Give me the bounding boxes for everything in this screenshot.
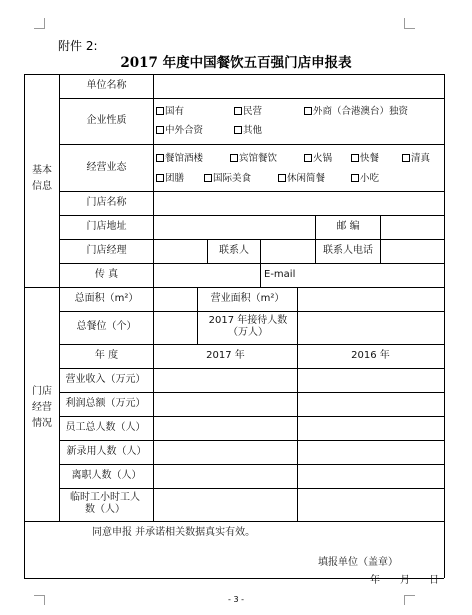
section-ops-label-line: 情况 bbox=[32, 418, 52, 429]
checkbox-icon bbox=[230, 154, 238, 162]
enterprise-type-option-label: 国有 bbox=[165, 106, 185, 117]
business-type-option[interactable] bbox=[402, 153, 430, 165]
section-basic-label-line: 信息 bbox=[32, 181, 52, 192]
checkbox-icon bbox=[351, 154, 359, 162]
contact-person-field[interactable] bbox=[261, 240, 314, 263]
year-2016-header: 2016 年 bbox=[351, 350, 390, 361]
date-month-label: 月 bbox=[400, 575, 410, 586]
business-type-option[interactable] bbox=[351, 153, 379, 165]
store-address-label: 门店地址 bbox=[86, 221, 127, 232]
ops-value-field[interactable] bbox=[154, 369, 296, 392]
store-name-label: 门店名称 bbox=[86, 197, 127, 208]
ops-value-field[interactable] bbox=[298, 489, 443, 521]
section-basic-label bbox=[25, 165, 59, 193]
customers-2017-field[interactable] bbox=[298, 312, 443, 344]
business-type-option-label: 宾馆餐饮 bbox=[239, 153, 278, 164]
business-type-option[interactable] bbox=[230, 153, 277, 165]
business-area-label: 营业面积（m²） bbox=[210, 293, 285, 304]
year-header-label: 年 度 bbox=[94, 350, 119, 361]
enterprise-type-option[interactable] bbox=[234, 125, 262, 137]
signer-label: 填报单位（盖章） bbox=[318, 557, 398, 568]
ops-value-field[interactable] bbox=[154, 489, 296, 521]
ops-value-field[interactable] bbox=[298, 417, 443, 440]
enterprise-type-option-label: 民营 bbox=[243, 106, 263, 117]
ops-value-field[interactable] bbox=[154, 441, 296, 464]
email-label: E-mail bbox=[264, 269, 296, 280]
ops-value-field[interactable] bbox=[298, 369, 443, 392]
contact-phone-label: 联系人电话 bbox=[323, 245, 373, 256]
crop-mark bbox=[404, 28, 415, 29]
checkbox-icon bbox=[156, 174, 164, 182]
checkbox-icon bbox=[156, 154, 164, 162]
store-name-field[interactable] bbox=[154, 192, 443, 215]
business-type-option-label: 团膳 bbox=[165, 173, 185, 184]
ops-row-label: 新录用人数（人） bbox=[66, 446, 147, 457]
enterprise-type-option-label: 中外合资 bbox=[165, 125, 204, 136]
business-type-option[interactable] bbox=[351, 173, 379, 185]
store-manager-field[interactable] bbox=[154, 240, 206, 263]
customers-2017-label: 2017 年接待人数（万人） bbox=[208, 315, 288, 338]
checkbox-icon bbox=[304, 154, 312, 162]
section-ops-label bbox=[25, 386, 59, 430]
total-seats-label: 总餐位（个） bbox=[76, 321, 137, 332]
business-area-field[interactable] bbox=[298, 288, 443, 311]
ops-value-field[interactable] bbox=[154, 417, 296, 440]
ops-value-field[interactable] bbox=[298, 393, 443, 416]
fax-field[interactable] bbox=[154, 264, 259, 287]
attachment-label: 附件 2: bbox=[58, 39, 98, 53]
date-year-label: 年 bbox=[370, 575, 380, 586]
store-manager-label: 门店经理 bbox=[86, 245, 127, 256]
business-type-option-label: 快餐 bbox=[360, 153, 380, 164]
enterprise-type-option[interactable] bbox=[156, 125, 203, 137]
business-type-option-label: 餐馆酒楼 bbox=[165, 153, 204, 164]
ops-row-label: 员工总人数（人） bbox=[65, 422, 146, 433]
ops-row-label: 利润总额（万元） bbox=[65, 398, 146, 409]
ops-value-field[interactable] bbox=[298, 465, 443, 488]
checkbox-icon bbox=[156, 107, 164, 115]
checkbox-icon bbox=[156, 126, 164, 134]
enterprise-type-option[interactable] bbox=[156, 106, 184, 118]
unit-name-field[interactable] bbox=[154, 75, 443, 98]
checkbox-icon bbox=[402, 154, 410, 162]
checkbox-icon bbox=[234, 126, 242, 134]
enterprise-type-option-label: 外商（合港澳台）独资 bbox=[313, 106, 409, 117]
business-type-option-label: 清真 bbox=[411, 153, 431, 164]
section-ops-label-line: 经营 bbox=[32, 402, 52, 413]
checkbox-icon bbox=[351, 174, 359, 182]
checkbox-icon bbox=[304, 107, 312, 115]
declaration-statement: 同意申报 并承诺相关数据真实有效。 bbox=[92, 527, 256, 538]
business-type-option-label: 国际美食 bbox=[213, 173, 252, 184]
ops-value-field[interactable] bbox=[154, 465, 296, 488]
total-area-field[interactable] bbox=[154, 288, 196, 311]
unit-name-label: 单位名称 bbox=[86, 80, 127, 91]
form-title: 2017 年度中国餐饮五百强门店申报表 bbox=[120, 55, 352, 71]
enterprise-type-option[interactable] bbox=[304, 106, 408, 118]
email-field[interactable] bbox=[330, 264, 443, 287]
year-2017-header: 2017 年 bbox=[206, 350, 245, 361]
business-type-option[interactable] bbox=[304, 153, 332, 165]
business-type-option-label: 休闲简餐 bbox=[287, 173, 326, 184]
fax-label: 传 真 bbox=[94, 269, 119, 280]
total-area-label: 总面积（m²） bbox=[74, 293, 139, 304]
ops-row-label: 营业收入（万元） bbox=[65, 374, 146, 385]
business-type-option[interactable] bbox=[278, 173, 325, 185]
business-type-option[interactable] bbox=[204, 173, 251, 185]
ops-value-field[interactable] bbox=[154, 393, 296, 416]
enterprise-type-option-label: 其他 bbox=[243, 125, 263, 136]
checkbox-icon bbox=[204, 174, 212, 182]
section-basic-label-line: 基本 bbox=[32, 165, 52, 176]
business-type-option-label: 火锅 bbox=[313, 153, 333, 164]
business-type-option[interactable] bbox=[156, 153, 203, 165]
postcode-label: 邮 编 bbox=[336, 221, 360, 232]
contact-person-label: 联系人 bbox=[219, 245, 249, 256]
contact-phone-field[interactable] bbox=[381, 240, 443, 263]
business-type-option[interactable] bbox=[156, 173, 184, 185]
ops-value-field[interactable] bbox=[298, 441, 443, 464]
ops-row-label: 离职人数（人） bbox=[71, 470, 142, 481]
crop-mark bbox=[44, 18, 45, 28]
total-seats-field[interactable] bbox=[154, 312, 196, 344]
store-address-field[interactable] bbox=[154, 216, 314, 239]
postcode-field[interactable] bbox=[381, 216, 443, 239]
enterprise-type-option[interactable] bbox=[234, 106, 262, 118]
crop-mark bbox=[404, 18, 405, 28]
business-type-option-label: 小吃 bbox=[360, 173, 380, 184]
business-type-label: 经营业态 bbox=[86, 162, 127, 173]
checkbox-icon bbox=[234, 107, 242, 115]
checkbox-icon bbox=[278, 174, 286, 182]
enterprise-type-label: 企业性质 bbox=[86, 115, 127, 126]
date-day-label: 日 bbox=[429, 575, 439, 586]
crop-mark bbox=[34, 28, 45, 29]
ops-row-label: 临时工小时工人数（人） bbox=[70, 492, 140, 515]
page-number: - 3 - bbox=[228, 595, 244, 604]
section-ops-label-line: 门店 bbox=[32, 386, 52, 397]
